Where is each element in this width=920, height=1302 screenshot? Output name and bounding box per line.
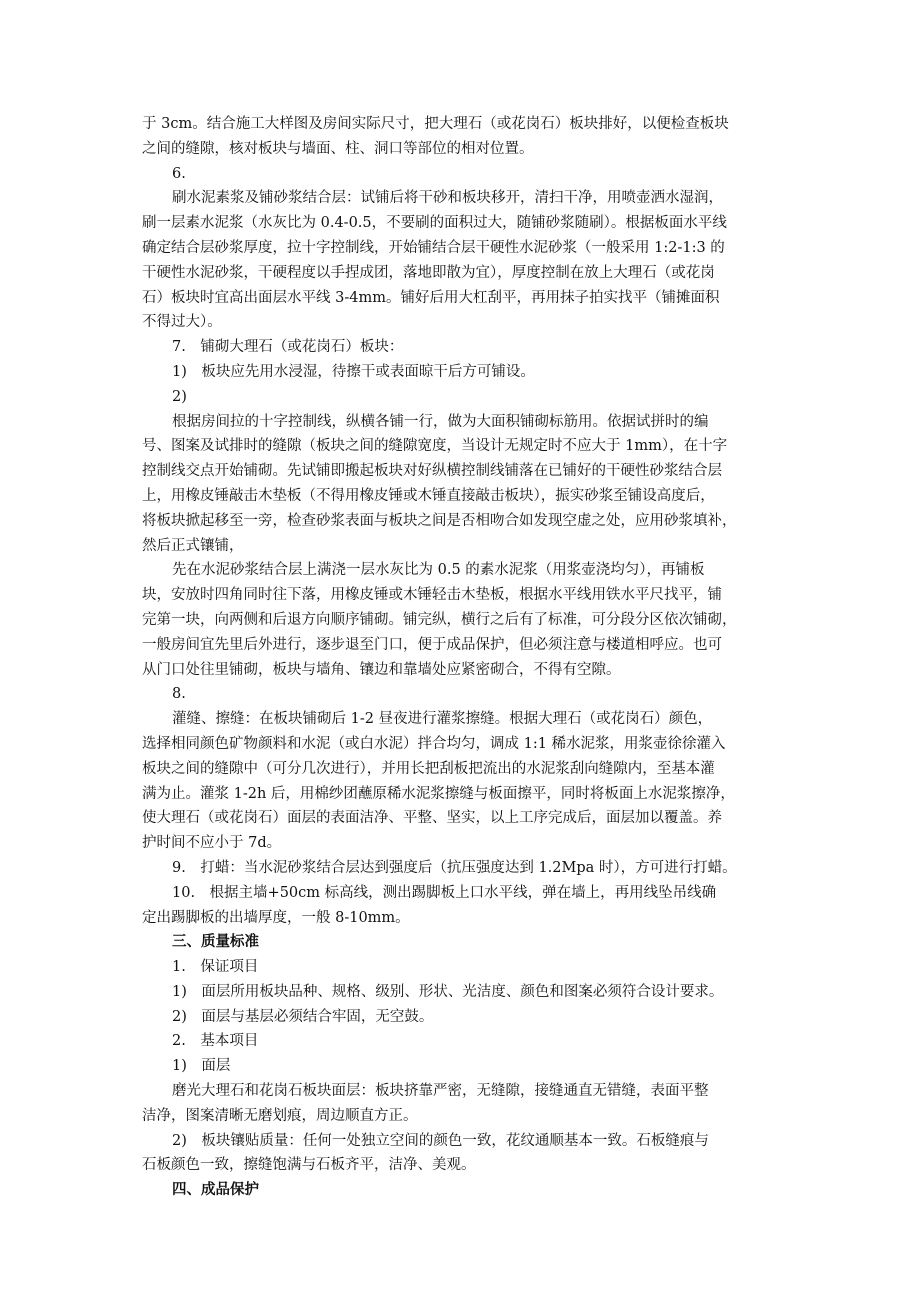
text-line: 磨光大理石和花岗石板块面层：板块挤靠严密，无缝隙，接缝通直无错缝，表面平整 — [172, 1083, 709, 1100]
text-line: 9. 打蜡：当水泥砂浆结合层达到强度后（抗压强度达到 1.2Mpa 时），方可进行打蜡。 — [172, 859, 737, 876]
text-line: 1) 面层所用板块品种、规格、级别、形状、光洁度、颜色和图案必须符合设计要求。 — [172, 983, 724, 1000]
text-line: 石）板块时宜高出面层水平线 3-4mm。铺好后用大杠刮平，再用抹子拍实找平（铺摊面积 — [142, 289, 720, 306]
text-line: 1) 面层 — [172, 1058, 231, 1075]
text-line: 洁净，图案清晰无磨划痕，周边顺直方正。 — [142, 1107, 418, 1124]
text-line: 石板颜色一致，擦缝饱满与石板齐平，洁净、美观。 — [142, 1157, 476, 1174]
text-line: 10. 根据主墙+50cm 标高线，测出踢脚板上口水平线，弹在墙上，再用线坠吊线确 — [172, 884, 717, 901]
text-line: 2) 面层与基层必须结合牢固，无空鼓。 — [172, 1008, 434, 1025]
text-line: 块，安放时四角同时往下落，用橡皮锤或木锤轻击木垫板，根据水平线用铁水平尺找平，铺 — [142, 587, 722, 604]
text-line: 使大理石（或花岗石）面层的表面洁净、平整、坚实，以上工序完成后，面层加以覆盖。养 — [142, 810, 722, 827]
text-line: 将板块掀起移至一旁，检查砂浆表面与板块之间是否相吻合如发现空虚之处，应用砂浆填补， — [142, 512, 737, 529]
text-line: 不得过大）。 — [142, 314, 222, 331]
text-line: 刷水泥素浆及铺砂浆结合层：试铺后将干砂和板块移开，清扫干净，用喷壶洒水湿润， — [172, 190, 723, 207]
text-line: 刷一层素水泥浆（水灰比为 0.4-0.5，不要刷的面积过大，随铺砂浆随刷）。根据板面水平线 — [142, 215, 727, 232]
text-line: 一般房间宜先里后外进行，逐步退至门口，便于成品保护，但必须注意与楼道相呼应。也可 — [142, 636, 722, 653]
text-line: 灌缝、擦缝：在板块铺砌后 1-2 昼夜进行灌浆擦缝。根据大理石（或花岗石）颜色， — [172, 711, 713, 728]
text-line: 确定结合层砂浆厚度，拉十字控制线，开始铺结合层干硬性水泥砂浆（一般采用 1:2-1:3 的 — [142, 239, 725, 256]
text-line: 根据房间拉的十字控制线，纵横各铺一行，做为大面积铺砌标筋用。依据试拼时的编 — [172, 413, 709, 430]
text-line: 护时间不应小于 7d。 — [142, 835, 282, 852]
text-line: 定出踢脚板的出墙厚度，一般 8-10mm。 — [142, 909, 410, 926]
text-line: 于 3cm。结合施工大样图及房间实际尺寸，把大理石（或花岗石）板块排好，以便检查板块 — [142, 116, 729, 132]
section-heading: 四、成品保护 — [172, 1182, 259, 1199]
text-line: 板块之间的缝隙中（可分几次进行），并用长把刮板把流出的水泥浆刮向缝隙内，至基本灌 — [142, 760, 715, 777]
text-line: 6. — [172, 165, 186, 182]
text-line: 然后正式镶铺， — [142, 537, 244, 554]
document-body — [142, 112, 792, 1203]
text-line: 2. 基本项目 — [172, 1033, 259, 1050]
text-line: 从门口处往里铺砌，板块与墙角、镶边和靠墙处应紧密砌合，不得有空隙。 — [142, 661, 621, 678]
text-line: 满为止。灌浆 1-2h 后，用棉纱团蘸原稀水泥浆擦缝与板面擦平，同时将板面上水泥浆擦净， — [142, 785, 735, 802]
text-line: 8. — [172, 686, 186, 703]
text-line: 先在水泥砂浆结合层上满浇一层水灰比为 0.5 的素水泥浆（用浆壶浇均匀），再铺板 — [172, 562, 705, 579]
text-line: 1. 保证项目 — [172, 959, 259, 976]
text-line: 之间的缝隙，核对板块与墙面、柱、洞口等部位的相对位置。 — [142, 140, 534, 157]
text-line: 1) 板块应先用水浸湿，待擦干或表面晾干后方可铺设。 — [172, 363, 535, 380]
text-line: 完第一块，向两侧和后退方向顺序铺砌。铺完纵，横行之后有了标准，可分段分区依次铺砌， — [142, 611, 737, 628]
text-line: 2) 板块镶贴质量：任何一处独立空间的颜色一致，花纹通顺基本一致。石板缝痕与 — [172, 1132, 709, 1149]
text-line: 上，用橡皮锤敲击木垫板（不得用橡皮锤或木锤直接敲击板块），振实砂浆至铺设高度后， — [142, 487, 715, 504]
text-line: 2) — [172, 388, 187, 405]
text-line: 控制线交点开始铺砌。先试铺即搬起板块对好纵横控制线铺落在已铺好的干硬性砂浆结合层 — [142, 463, 722, 480]
text-line: 号、图案及试排时的缝隙（板块之间的缝隙宽度，当设计无规定时不应大于 1mm），在十字 — [142, 438, 728, 455]
text-line: 干硬性水泥砂浆，干硬程度以手捏成团，落地即散为宜），厚度控制在放上大理石（或花岗 — [142, 264, 715, 281]
text-line: 7. 铺砌大理石（或花岗石）板块： — [172, 339, 404, 356]
text-line: 选择相同颜色矿物颜料和水泥（或白水泥）拌合均匀，调成 1:1 稀水泥浆，用浆壶徐徐灌入 — [142, 735, 726, 752]
section-heading: 三、质量标准 — [172, 934, 259, 951]
